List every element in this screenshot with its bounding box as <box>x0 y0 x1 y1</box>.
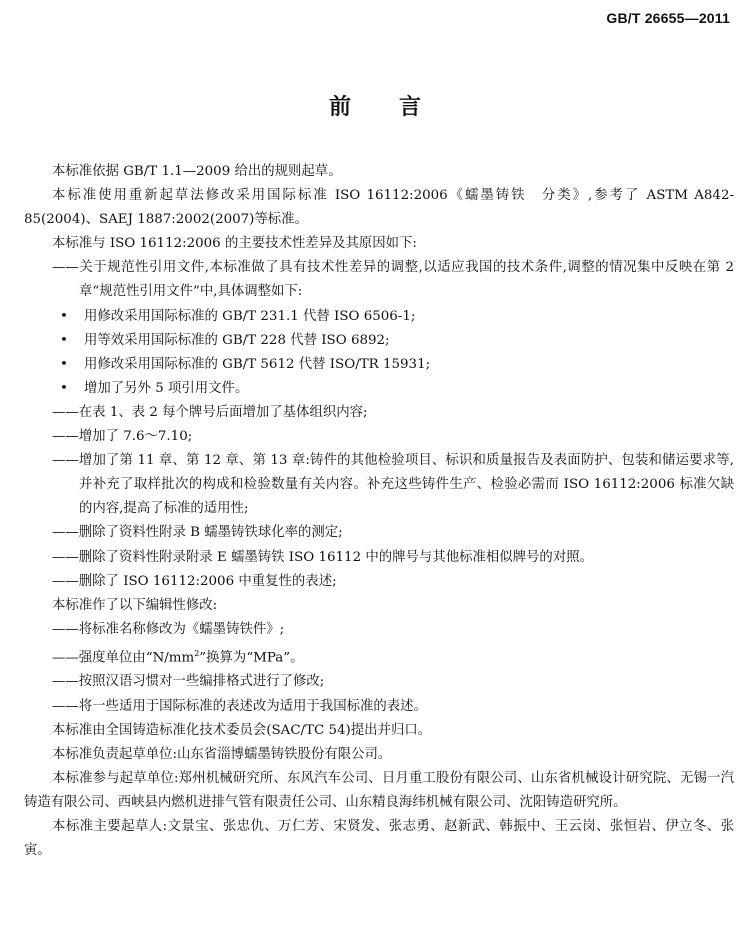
dash-item-deleted-repetition: ——删除了 ISO 16112:2006 中重复性的表述; <box>52 573 337 589</box>
standard-code: GB/T 26655—2011 <box>606 10 730 26</box>
dash-item-added-chapters: ——增加了第 11 章、第 12 章、第 13 章:铸件的其他检验项目、标识和质量报告及表面防护、包装和储运要求等,并补充了取样批次的构成和检验数量有关内容。补充这些铸件生产、检验必需而 ISO 16112:2006 标准欠缺的内容,提高了标准的适用性; <box>52 453 734 517</box>
bullet-icon: • <box>60 380 68 396</box>
units-text-pre: ——强度单位由“N/mm <box>52 650 195 666</box>
page-title <box>0 90 750 121</box>
dash-item-format: ——按照汉语习惯对一些编排格式进行了修改; <box>52 674 325 690</box>
bullet-icon: • <box>60 332 68 348</box>
bullet-icon: • <box>60 308 68 324</box>
bullet-item <box>24 377 734 401</box>
bullet-item <box>24 305 734 329</box>
dash-item-deleted-annex-b: ——删除了资料性附录 B 蠕墨铸铁球化率的测定; <box>52 525 343 541</box>
title-char-2: 言 <box>399 95 422 120</box>
paragraph-drafting-rules: 本标准依据 GB/T 1.1—2009 给出的规则起草。 <box>52 164 342 179</box>
dash-item-added-clauses: ——增加了 7.6～7.10; <box>52 429 193 445</box>
bullet-text: 用修改采用国际标准的 GB/T 231.1 代替 ISO 6506-1; <box>84 308 416 324</box>
dash-item-units <box>24 642 734 671</box>
paragraph-main-drafters: 本标准主要起草人:文景宝、张忠仇、万仁芳、宋贤发、张志勇、赵新武、韩振中、王云岗、张恒岩、伊立冬、张寅。 <box>24 819 734 859</box>
foreword-body <box>24 160 734 863</box>
title-char-1: 前 <box>328 95 351 120</box>
dash-item-normative-references: ——关于规范性引用文件,本标准做了具有技术性差异的调整,以适应我国的技术条件,调整的情况集中反映在第 2 章“规范性引用文件”中,具体调整如下: <box>52 260 734 300</box>
paragraph-editorial-changes: 本标准作了以下编辑性修改: <box>52 597 218 613</box>
bullet-item <box>24 353 734 377</box>
bullet-text: 用修改采用国际标准的 GB/T 5612 代替 ISO/TR 15931; <box>84 356 431 372</box>
dash-item-table-content: ——在表 1、表 2 每个牌号后面增加了基体组织内容; <box>52 404 368 420</box>
bullet-icon: • <box>60 356 68 372</box>
paragraph-technical-differences: 本标准与 ISO 16112:2006 的主要技术性差异及其原因如下: <box>52 236 417 252</box>
paragraph-committee: 本标准由全国铸造标准化技术委员会(SAC/TC 54)提出并归口。 <box>52 722 432 738</box>
units-superscript: 2 <box>194 648 200 658</box>
dash-item-deleted-annex-e: ——删除了资料性附录附录 E 蠕墨铸铁 ISO 16112 中的牌号与其他标准相似牌号的对照。 <box>52 549 593 565</box>
paragraph-lead-drafter: 本标准负责起草单位:山东省淄博蠕墨铸铁股份有限公司。 <box>52 746 392 762</box>
units-text-post: ”换算为“MPa”。 <box>199 650 304 666</box>
bullet-text: 用等效采用国际标准的 GB/T 228 代替 ISO 6892; <box>84 332 390 348</box>
bullet-item <box>24 329 734 353</box>
bullet-text: 增加了另外 5 项引用文件。 <box>84 380 249 396</box>
dash-item-rename: ——将标准名称修改为《蠕墨铸铁件》; <box>52 621 285 637</box>
dash-item-expressions: ——将一些适用于国际标准的表述改为适用于我国标准的表述。 <box>52 698 427 714</box>
paragraph-adoption-method: 本标准使用重新起草法修改采用国际标准 ISO 16112:2006《蠕墨铸铁 分类》,参考了 ASTM A842-85(2004)、SAEJ 1887:2002(2007)等标准。 <box>24 188 734 228</box>
paragraph-participating-units: 本标准参与起草单位:郑州机械研究所、东风汽车公司、日月重工股份有限公司、山东省机械设计研究院、无锡一汽铸造有限公司、西峡县内燃机进排气管有限责任公司、山东精良海纬机械有限公司、沈阳铸造研究所。 <box>24 770 734 810</box>
